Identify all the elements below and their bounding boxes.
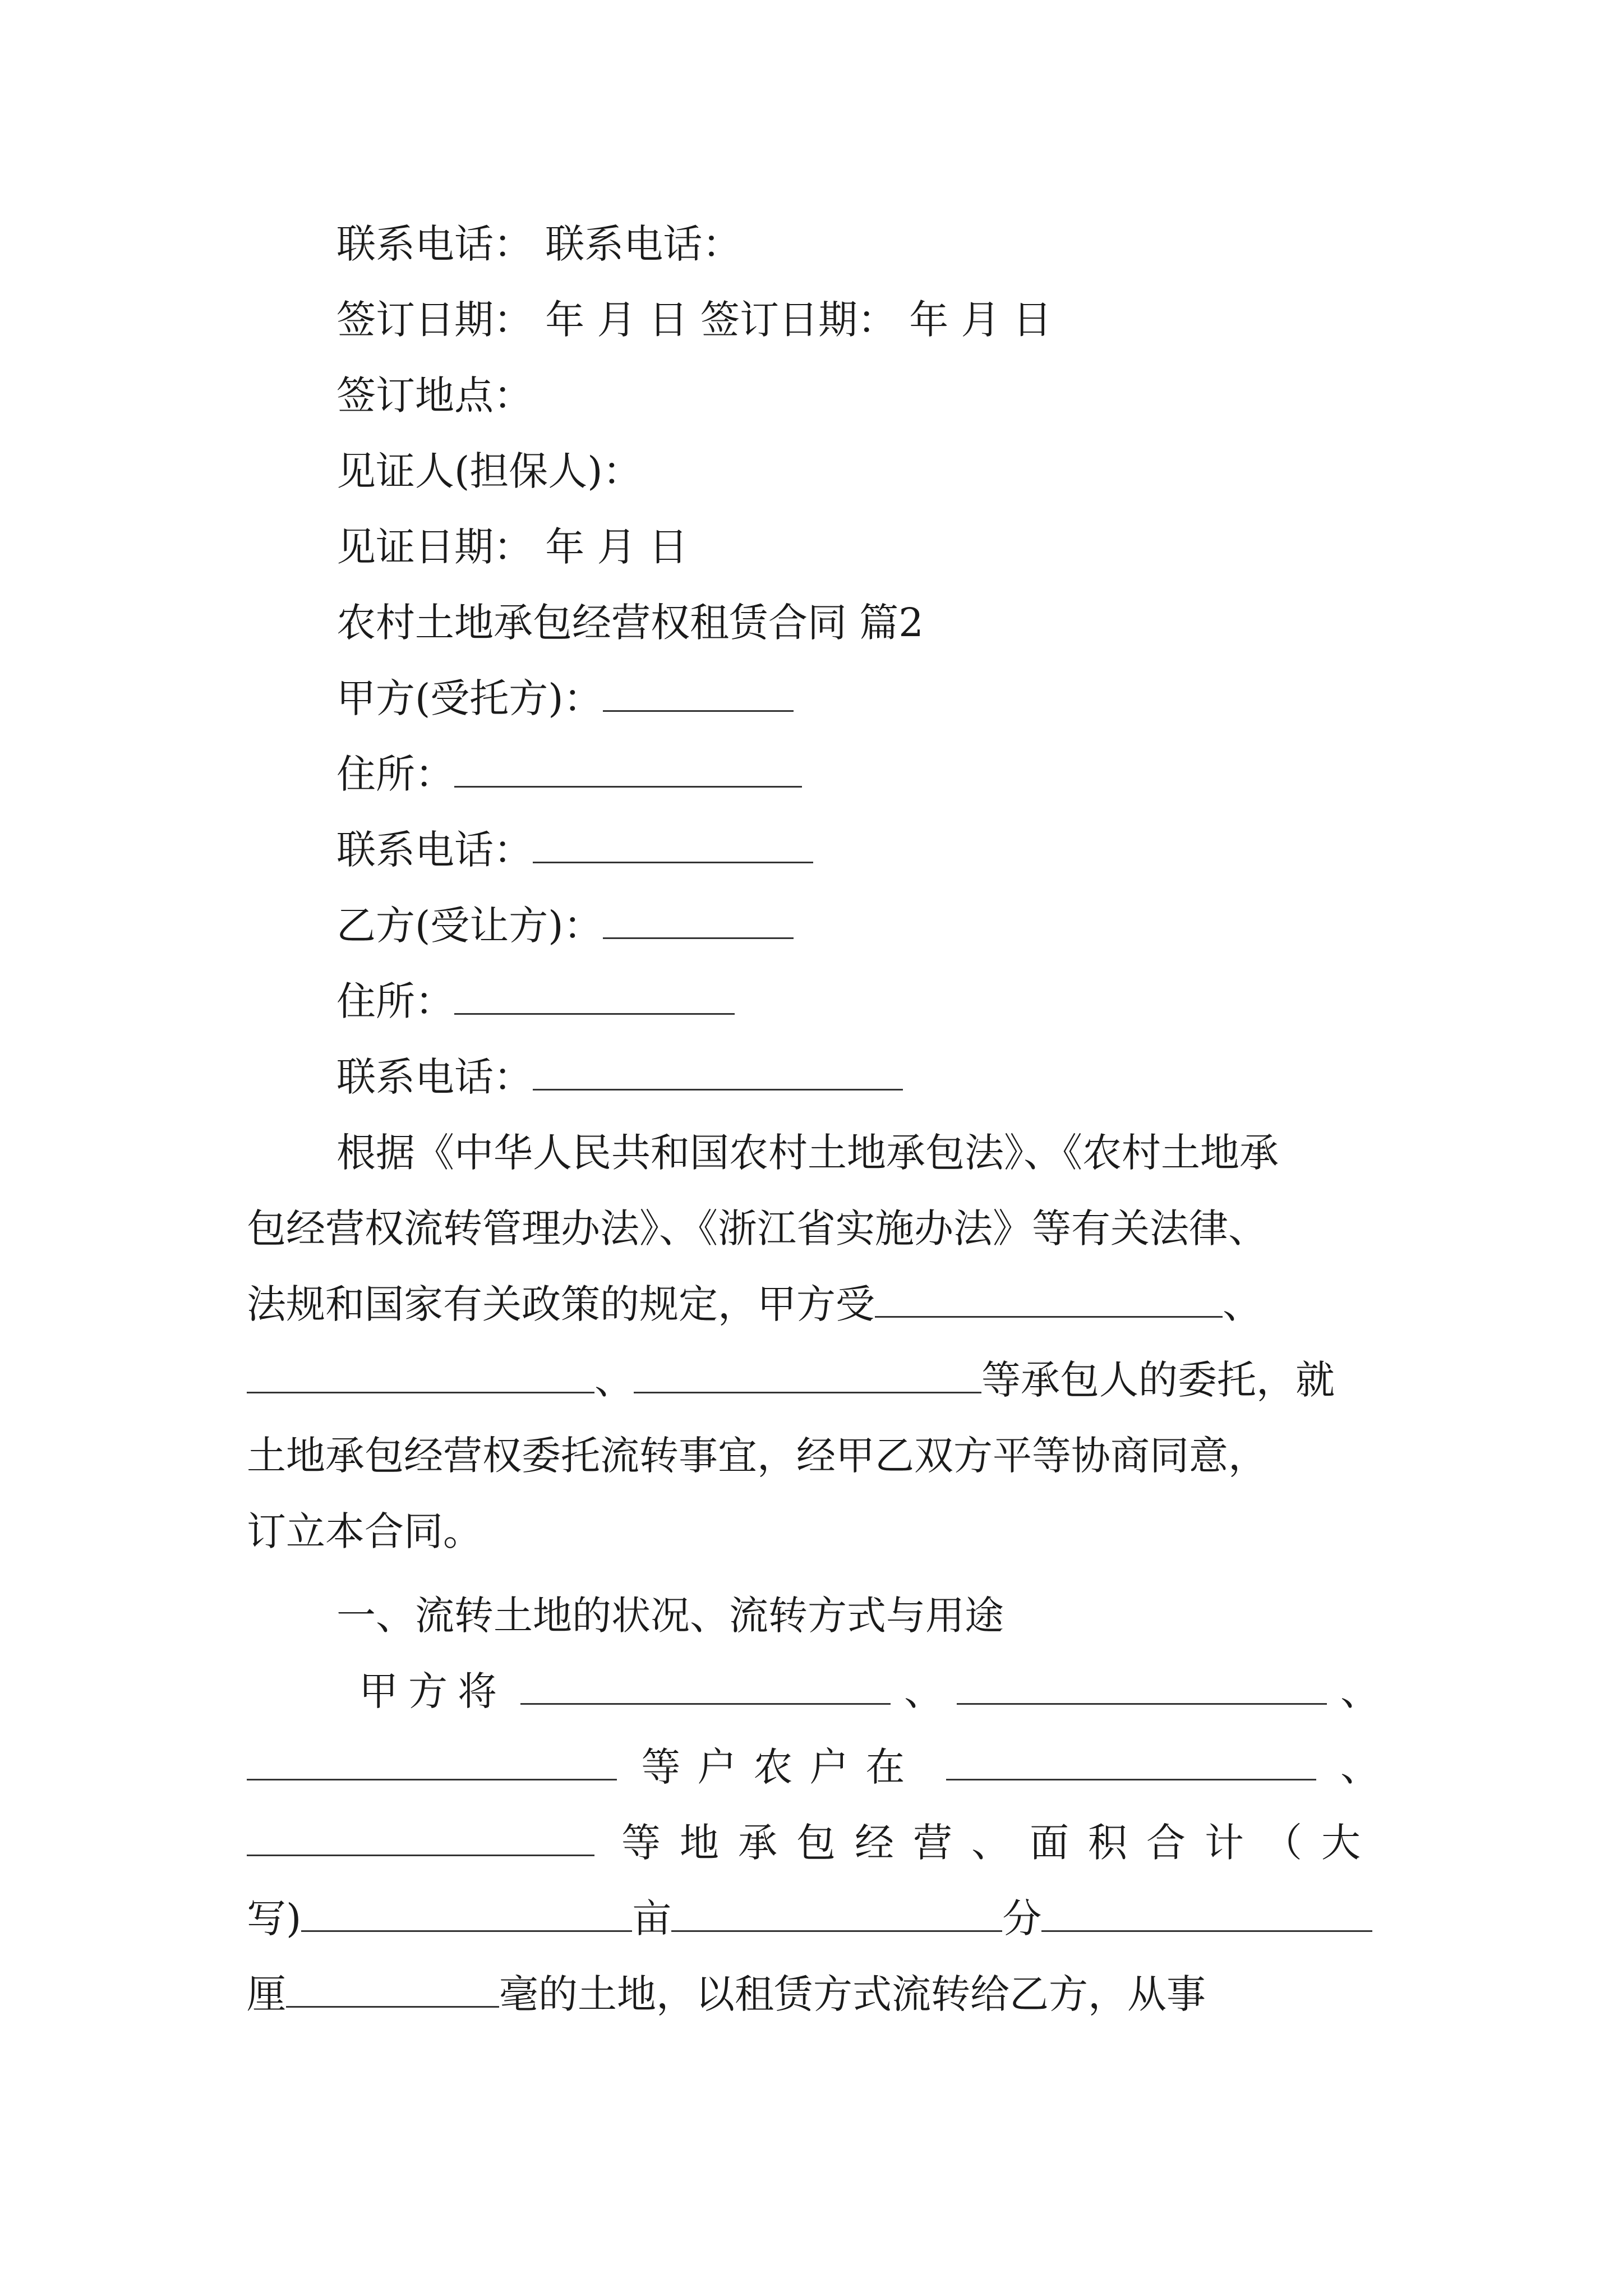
preamble-line-2 [247, 1200, 1380, 1257]
party-b-line [336, 898, 794, 954]
section-1-line-5 [247, 1966, 1380, 2022]
party-a-blank[interactable] [603, 671, 794, 712]
party-b-phone-line [336, 1049, 903, 1105]
sign-date-line [336, 292, 1052, 348]
farmer-blank-3[interactable] [247, 1740, 617, 1780]
party-b-address-blank[interactable] [454, 974, 735, 1015]
section-1-text-1c: 、 [1340, 1668, 1380, 1714]
sign-date-label: 签订日期： 年 月 日 签订日期： 年 月 日 [336, 297, 1052, 343]
sign-place-label: 签订地点： [336, 372, 533, 418]
location-blank-2[interactable] [247, 1815, 594, 1856]
party-a-phone-blank[interactable] [533, 822, 813, 863]
party-a-phone-line [336, 822, 813, 878]
contact-phone-label: 联系电话： 联系电话： [336, 221, 742, 267]
preamble-line-5 [247, 1428, 1380, 1484]
section-1-line-4 [247, 1890, 1380, 1947]
principal-blank-2[interactable] [247, 1352, 594, 1393]
farmer-blank-1[interactable] [520, 1664, 891, 1705]
section-1-line-1 [359, 1663, 1380, 1719]
party-b-blank[interactable] [603, 898, 794, 939]
party-a-address-label: 住所： [336, 751, 454, 797]
section-1-text-5b: 毫的土地，以租赁方式流转给乙方，从事 [499, 1971, 1206, 2017]
contact-phone-line [336, 216, 741, 272]
section-1-text-2b: 、 [1340, 1744, 1380, 1790]
principal-blank-1[interactable] [875, 1277, 1223, 1318]
section-1-text-1b: 、 [904, 1668, 943, 1714]
witness-label: 见证人(担保人)： [336, 448, 642, 494]
party-a-line [336, 670, 794, 726]
section-1-text-5a: 厘 [247, 1971, 286, 2017]
section-1-line-3 [247, 1815, 1380, 1871]
preamble-text-1: 根据《中华人民共和国农村土地承包法》、《农村土地承 [336, 1130, 1279, 1176]
preamble-text-2: 包经营权流转管理办法》、《浙江省实施办法》等有关法律、 [247, 1205, 1267, 1251]
preamble-line-3 [247, 1276, 1380, 1332]
contract-title-text: 农村土地承包经营权租赁合同 篇2 [336, 600, 924, 646]
area-fen-blank[interactable] [671, 1891, 1002, 1932]
farmer-blank-2[interactable] [957, 1664, 1327, 1705]
section-1-heading-text: 一、流转土地的状况、流转方式与用途 [336, 1593, 1004, 1639]
section-1-text-4c: 分 [1002, 1895, 1042, 1941]
preamble-text-4a: 、 [594, 1357, 634, 1403]
preamble-text-4b: 等承包人的委托，就 [981, 1357, 1335, 1403]
section-1-text-2a: 等户农户在 [641, 1744, 922, 1790]
principal-blank-3[interactable] [634, 1352, 981, 1393]
preamble-line-6 [247, 1503, 482, 1559]
contract-title [336, 595, 924, 651]
section-1-text-4a: 写) [247, 1895, 302, 1941]
party-b-phone-label: 联系电话： [336, 1054, 533, 1100]
section-1-text-3a: 等地承包经营、面积合计（大 [621, 1820, 1380, 1866]
party-a-phone-label: 联系电话： [336, 827, 533, 873]
party-a-address-blank[interactable] [454, 747, 802, 788]
party-b-label: 乙方(受让方)： [336, 903, 603, 949]
section-1-text-4b: 亩 [632, 1895, 672, 1941]
section-1-text-1a: 甲方将 [359, 1668, 507, 1714]
section-1-heading [336, 1588, 1004, 1644]
witness-date-line [336, 519, 688, 575]
preamble-text-5: 土地承包经营权委托流转事宜，经甲乙双方平等协商同意， [247, 1433, 1267, 1479]
preamble-line-1 [336, 1125, 1380, 1181]
party-a-label: 甲方(受托方)： [336, 675, 603, 721]
sign-place-line [336, 367, 533, 424]
preamble-line-4 [247, 1352, 1380, 1408]
witness-date-label: 见证日期： 年 月 日 [336, 524, 688, 570]
preamble-text-6: 订立本合同。 [247, 1508, 482, 1554]
party-b-address-label: 住所： [336, 978, 454, 1024]
area-mu-blank[interactable] [301, 1891, 632, 1932]
section-1-line-2 [247, 1739, 1380, 1795]
party-b-phone-blank[interactable] [533, 1050, 903, 1091]
area-li-blank[interactable] [1041, 1891, 1372, 1932]
preamble-text-3a: 法规和国家有关政策的规定，甲方受 [247, 1281, 875, 1327]
party-b-address-line [336, 973, 735, 1029]
area-hao-blank[interactable] [286, 1967, 499, 2008]
party-a-address-line [336, 746, 802, 802]
preamble-text-3b: 、 [1223, 1281, 1262, 1327]
location-blank-1[interactable] [946, 1740, 1316, 1780]
witness-line [336, 443, 642, 499]
